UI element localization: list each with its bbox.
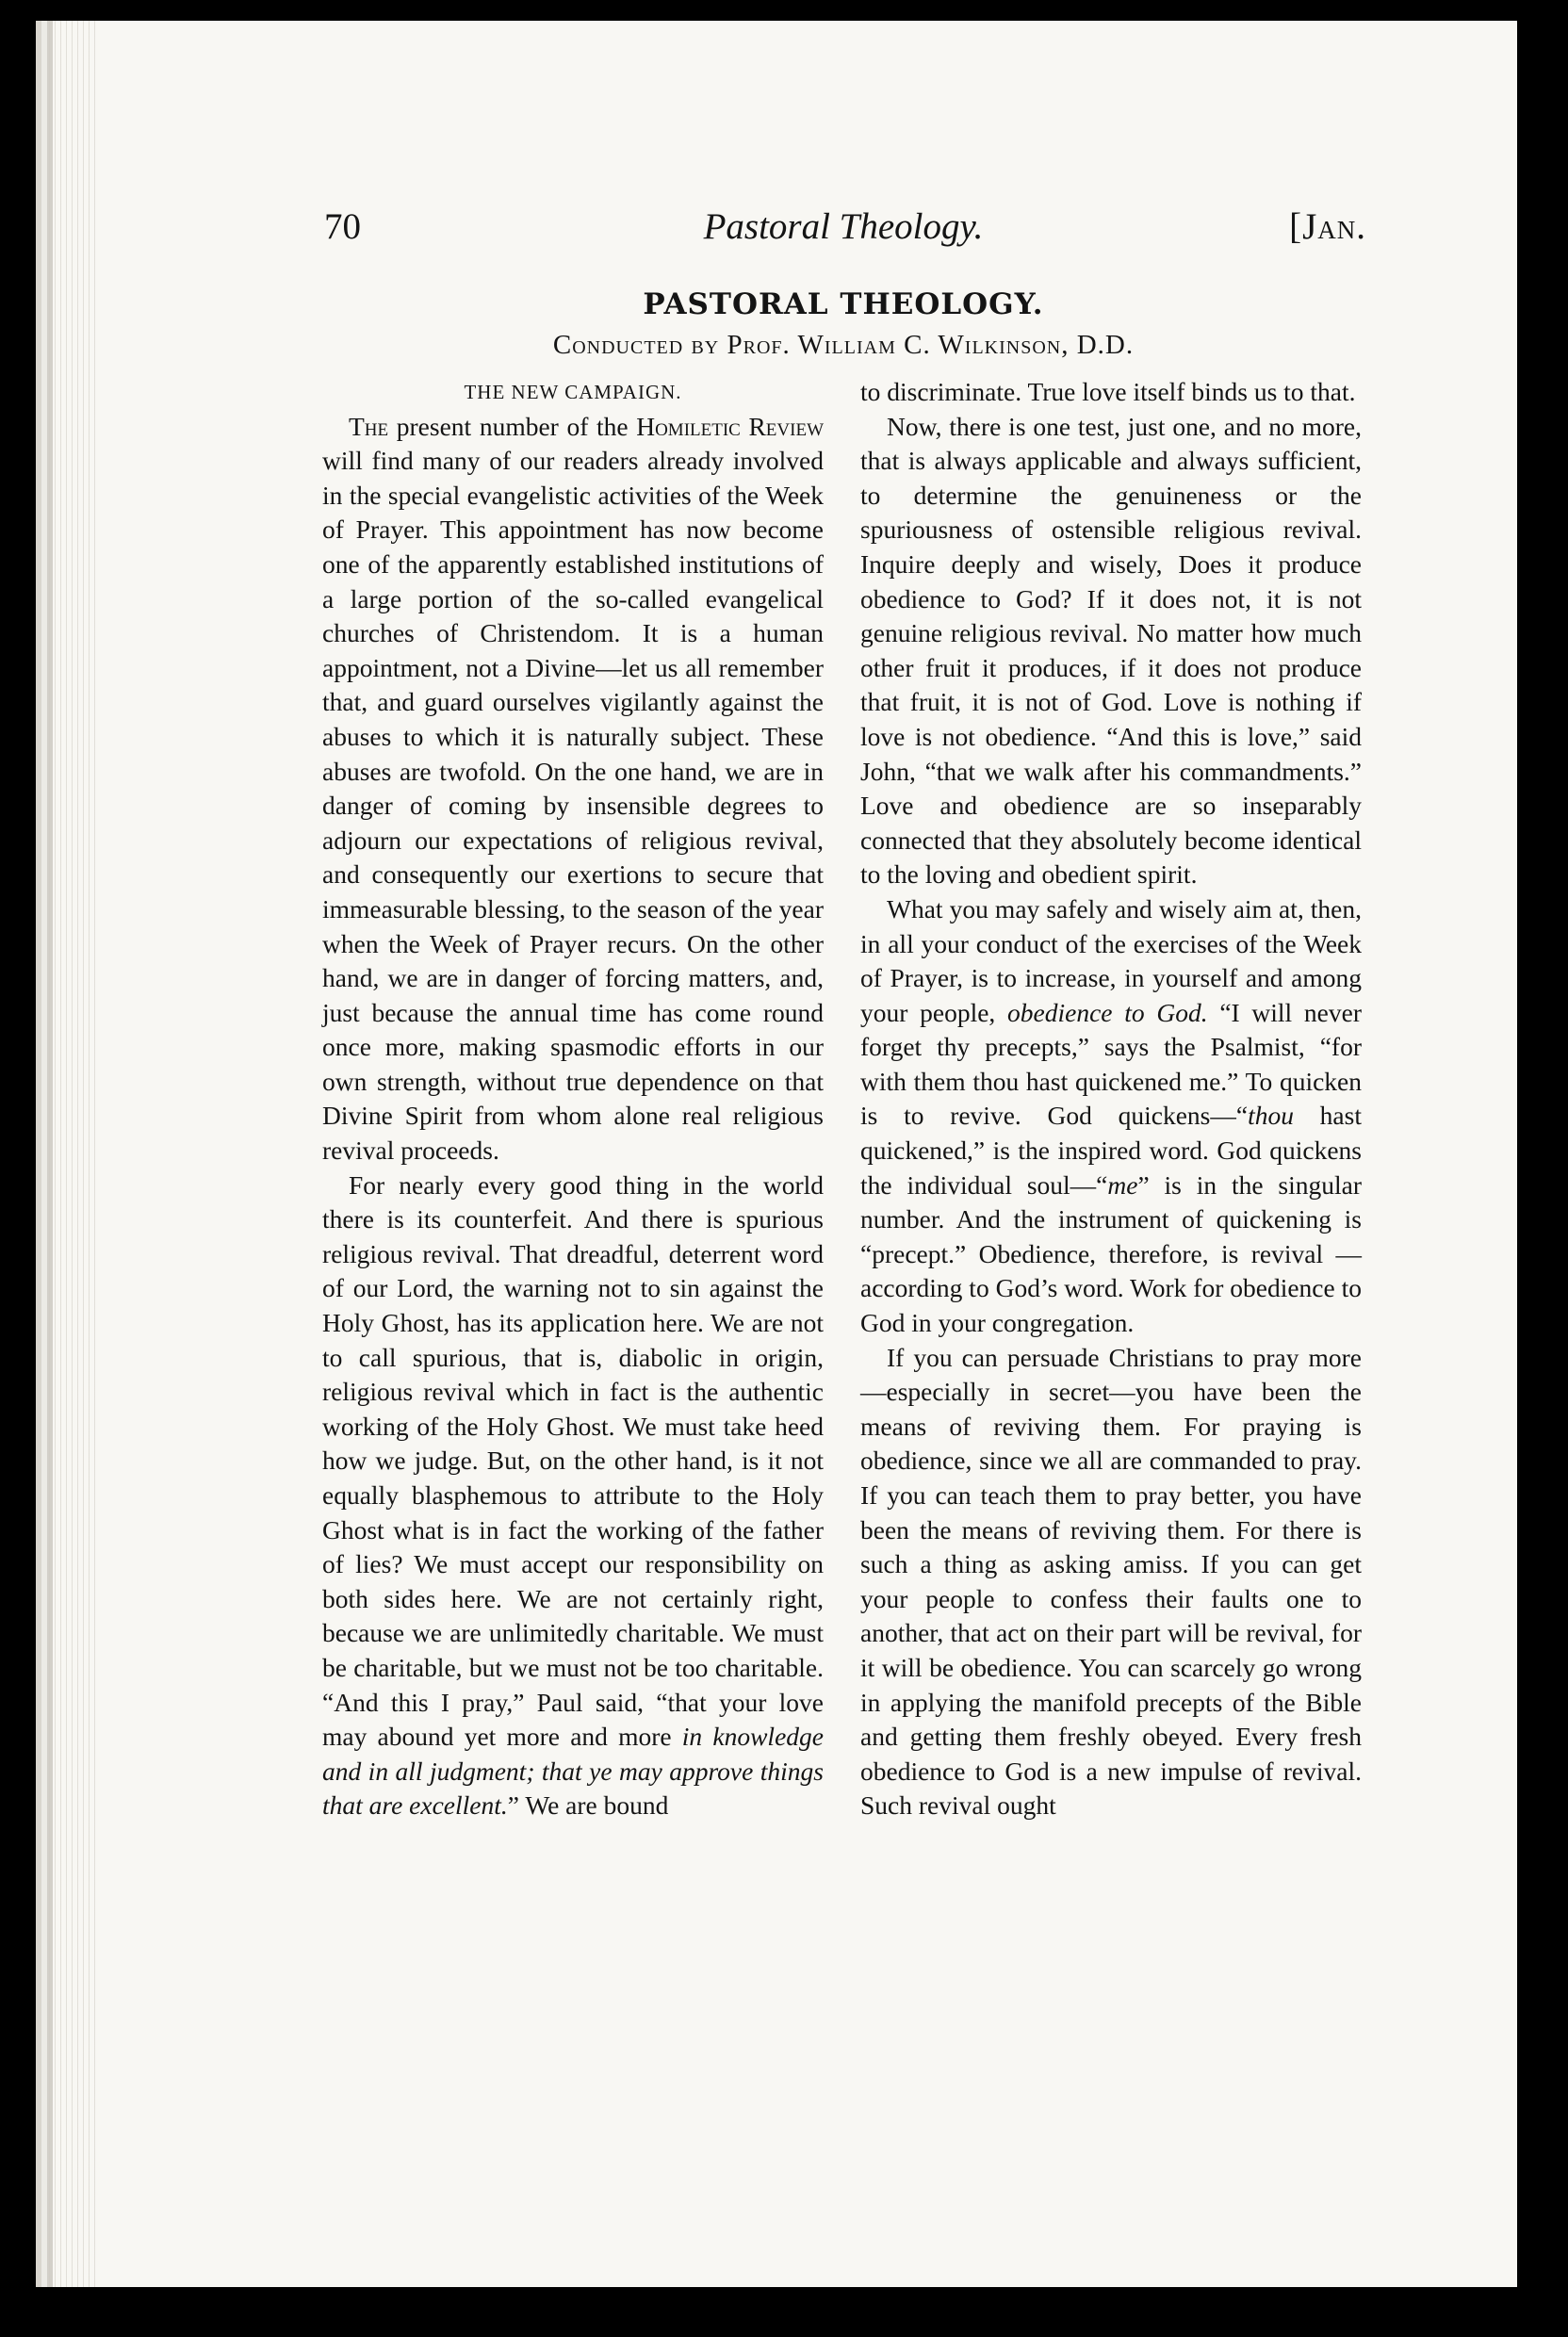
paragraph-4-italic-a: obedience to God. [1007, 997, 1208, 1027]
paragraph-3: Now, there is one test, just one, and no more, that is always applicable and always sufficient, to determine the genuineness or the spuriousness of ostensible religious revival. Inquire deeply and wisely, Does it produce obedience to God? If it does not, it is not genuine religious revival. No matter how much other fruit it produces, if it does not produce that fruit, it is not of God. Love is nothing if love is not obedience. “And this is love,” said John, “that we walk after his commandments.” Love and obedience are so inseparably connected that they absolutely become identical to the loving and obedient spirit. [860, 411, 1362, 890]
paragraph-2 [322, 1168, 824, 1823]
section-title: PASTORAL THEOLOGY. [643, 287, 1044, 321]
left-column [322, 375, 824, 1823]
paragraph-2-text-b: ” We are bound [507, 1790, 669, 1821]
paragraph-1-lead: The [349, 411, 389, 441]
running-month: [Jan. [1289, 206, 1366, 247]
paragraph-4-italic-b: thou [1248, 1101, 1294, 1131]
paragraph-4-text-b: “I will never forget thy precepts,” says the Psalmist, “for with them thou hast quickened me.” To quicken is to revive. God quickens—“ [860, 997, 1362, 1131]
paragraph-1-text-b: will find many of our readers already involved in the special evangelistic activities of the Week of Prayer. This appointment has now become one of the apparently established institutions of a large portion of the so-called evangelical churches of Christendom. It is a human appointment, not a Divine—let us all remember that, and guard ourselves vigilantly against the abuses to which it is naturally subject. These abuses are twofold. On the one hand, we are in danger of coming by insensible degrees to adjourn our expectations of religious revival, and consequently our exertions to secure that immeasurable blessing, to the season of the year when the Week of Prayer recurs. On the other hand, we are in danger of forcing matters, and, just because the annual time has come round once more, making spasmodic efforts in our own strength, without true dependence on that Divine Spirit from whom alone real religious revival proceeds. [322, 446, 824, 1166]
paragraph-5: If you can persuade Christians to pray more—especially in secret—you have been the means of reviving them. For praying is obedience, since we all are commanded to pray. If you can teach them to pray better, you have been the means of reviving them. For there is such a thing as asking amiss. If you can get your people to confess their faults one to another, that act on their part will be revival, for it will be obedience. You can scarcely go wrong in applying the manifold precepts of the Bible and getting them freshly obeyed. Every fresh obedience to God is a new impulse of revival. Such revival ought [860, 1342, 1362, 1821]
page-number: 70 [324, 206, 361, 247]
paragraph-4-text-c: hast quickened,” is the inspired word. God quickens the individual soul—“ [860, 1101, 1362, 1200]
paragraph-4-text-a: What you may safely and wisely aim at, then, in all your conduct of the exercises of the Week of Prayer, is to increase, in yourself and among your people, [860, 893, 1362, 1027]
running-header [320, 200, 1366, 253]
article-subhead: THE NEW CAMPAIGN. [464, 381, 682, 403]
paragraph-2-text-a: For nearly every good thing in the world there is its counterfeit. And there is spurious religious revival. That dreadful, deterrent word of our Lord, the warning not to sin against the Holy Ghost, has its application here. We are not to call spurious, that is, diabolic in origin, religious revival which in fact is the authentic working of the Holy Ghost. We must take heed how we judge. But, on the other hand, is it not equally blasphemous to attribute to the Holy Ghost what is in fact the working of the father of lies? We must accept our responsibility on both sides here. We are not certainly right, because we are unlimitedly charitable. We must be charitable, but we must not be too charitable. “And this I pray,” Paul said, “that your love may abound yet more and more [322, 1169, 824, 1752]
paragraph-4-text-d: ” is in the singular number. And the instrument of quickening is “precept.” Obedience, therefore, is revival — according to God’s word. Work for obedience to God in your congregation. [860, 1169, 1362, 1338]
journal-name: Homiletic Review [636, 411, 825, 441]
paragraph-4-italic-c: me [1107, 1169, 1138, 1200]
paragraph-4 [860, 892, 1362, 1341]
page-edge [49, 21, 96, 2287]
running-title: Pastoral Theology. [703, 206, 984, 247]
paragraph-1-text-a: present number of the [388, 411, 637, 441]
paragraph-2-italic: in knowledge and in all judgment; that ye may approve things that are excellent. [322, 1722, 824, 1821]
byline: Conducted by Prof. William C. Wilkinson, D.D. [552, 330, 1135, 360]
paragraph-1 [322, 410, 824, 1168]
paragraph-2-continued: to discriminate. True love itself binds us to that. [860, 377, 1356, 406]
right-column [860, 375, 1362, 1823]
